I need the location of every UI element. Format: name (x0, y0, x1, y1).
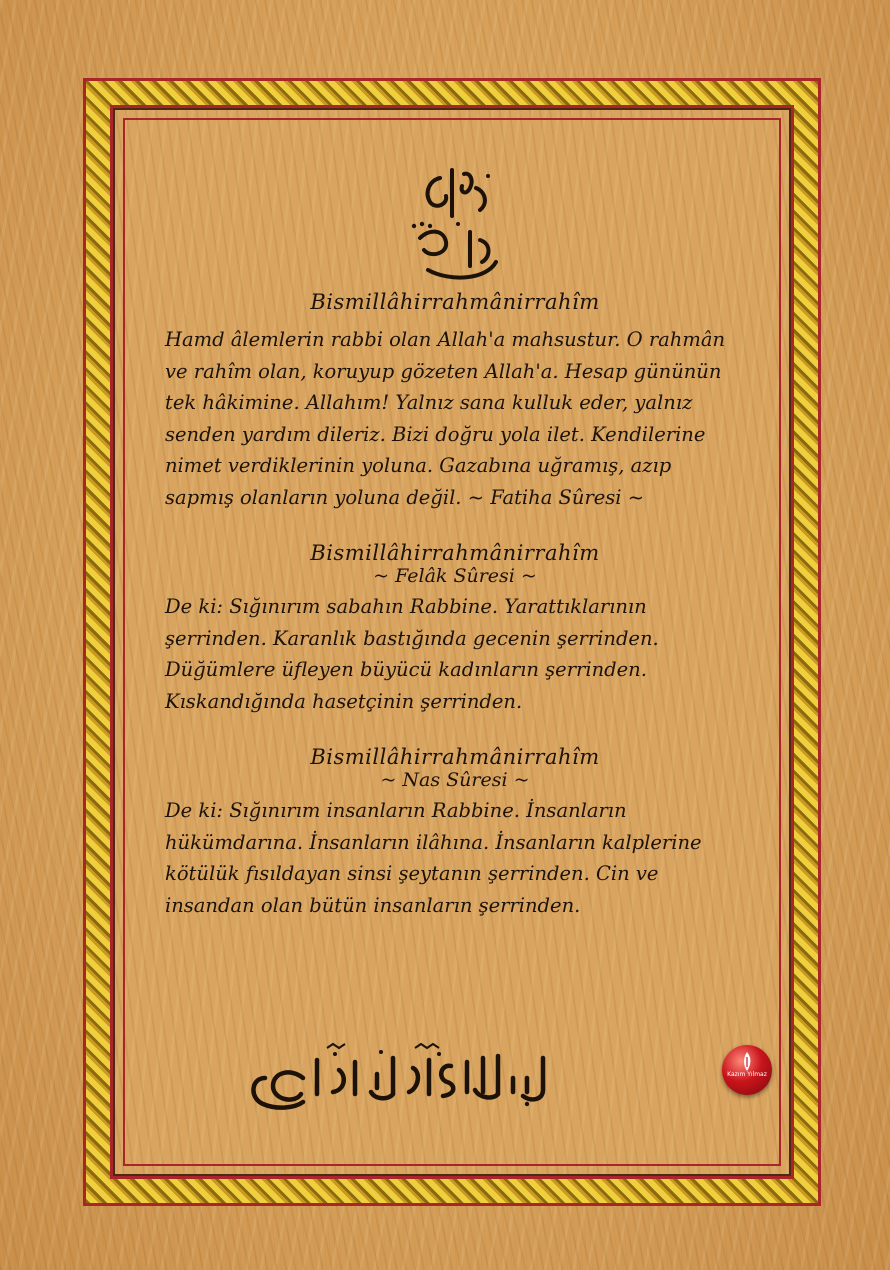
bismillah-heading: Bismillâhirrahmânirrahîm (310, 290, 600, 314)
bottom-calligraphy-icon (243, 1038, 563, 1118)
nas-text: De ki: Sığınırım insanların Rabbine. İnsanların hükümdarına. İnsanların ilâhına. İnsanların kalplerine kötülük fısıldayan sinsi şeytanın şerrinden. Cin ve insandan olan bütün insanların şerrinden. (165, 799, 702, 917)
inner-panel (110, 105, 794, 1179)
bismillah-heading: Bismillâhirrahmânirrahîm (310, 541, 600, 565)
nas-section (165, 745, 745, 921)
top-calligraphy-icon (400, 158, 510, 286)
calligraphy-pen-icon (739, 1051, 755, 1073)
felak-text: De ki: Sığınırım sabahın Rabbine. Yarattıklarının şerrinden. Karanlık bastığında gecenin şerrinden. Düğümlere üfleyen büyücü kadınların şerrinden. Kıskandığında hasetçinin şerrinden. (165, 595, 659, 713)
text-column (165, 148, 745, 921)
nas-title: ~ Nas Sûresi ~ (380, 769, 530, 791)
artist-seal (722, 1045, 772, 1095)
felak-section (165, 541, 745, 717)
bismillah-heading: Bismillâhirrahmânirrahîm (310, 745, 600, 769)
felak-title: ~ Felâk Sûresi ~ (373, 565, 537, 587)
seal-label: Kazım Yılmaz (727, 1071, 767, 1078)
ornamental-gold-border (83, 78, 821, 1206)
fatiha-text: Hamd âlemlerin rabbi olan Allah'a mahsustur. O rahmân ve rahîm olan, koruyup gözeten Allah'a. Hesap gününün tek hâkimine. Allahım! Yalnız sana kulluk eder, yalnız senden yardım dileriz. Bizi doğru yola ilet. Kendilerine nimet verdiklerinin yoluna. Gazabına uğramış, azıp sapmış olanların yoluna değil. ~ Fatiha Sûresi ~ (165, 328, 726, 509)
fatiha-section (165, 290, 745, 513)
